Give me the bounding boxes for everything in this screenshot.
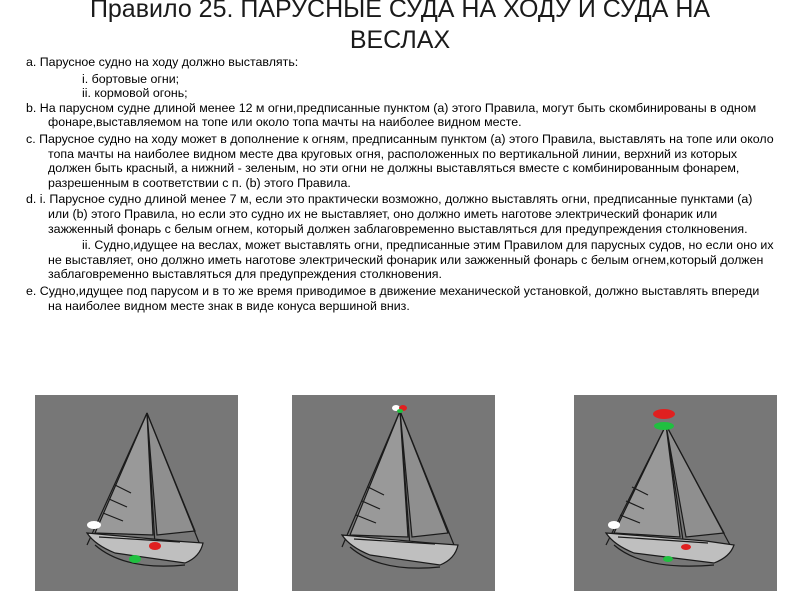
sailboat-combined-lantern-image — [292, 395, 495, 591]
red-side-light-icon — [681, 544, 691, 550]
red-side-light-icon — [149, 542, 161, 550]
paragraph-a-ii: ii. кормовой огонь; — [82, 86, 188, 101]
stern-light-icon — [608, 521, 620, 529]
combined-lantern-green-icon — [397, 409, 403, 413]
paragraph-b: b. На парусном судне длиной менее 12 м огни,предписанные пунктом (a) этого Правила, могут быть скомбинированы в одном фонаре,выставляемом на топе или около топа мачты на наиболее видном месте. — [26, 100, 757, 130]
paragraph-a-i: i. бортовые огни; — [82, 71, 180, 86]
sailboat-red-green-masthead-image — [574, 395, 777, 591]
paragraph-e: e. Судно,идущее под парусом и в то же время приводимое в движение механической установкой, должно выставлять впереди на наиболее видном месте знак в виде конуса вершиной вниз. — [26, 283, 760, 313]
green-all-round-light-icon — [654, 422, 674, 430]
green-side-light-icon — [129, 555, 141, 563]
stern-light-icon — [87, 521, 101, 529]
paragraph-d-ii: ii. Судно,идущее на веслах, может выставлять огни, предписанные этим Правилом для парусных судов, но если оно их не выставляет, оно должно иметь наготове электрический фонарик или зажженный фонарь с белым огнем,который должен заблаговременно выставляться для предупреждения столкновения. — [48, 238, 774, 282]
red-all-round-light-icon — [653, 409, 675, 419]
paragraph-c: c. Парусное судно на ходу может в дополнение к огням, предписанным пунктом (a) этого Правила, выставлять на топе или около топа мачты на наиболее видном месте два круговых огня, расположенных по вертикальной линии, верхний из которых должен быть красный, а нижний - зеленым, но эти огни не должны выставляться вместе с комбинированным фонарем, разрешенным в соответствии с п. (b) этого Правила. — [26, 131, 774, 190]
page-title: Правило 25. ПАРУСНЫЕ СУДА НА ХОДУ И СУДА НА ВЕСЛАХ — [89, 0, 711, 54]
sailboat-side-lights-image — [35, 395, 238, 591]
rule-text — [26, 55, 776, 315]
paragraph-a: a. Парусное судно на ходу должно выставлять: — [26, 55, 299, 69]
paragraph-d-i: d. i. Парусное судно длиной менее 7 м, если это практически возможно, должно выставлять огни, предписанные пунктами (a) или (b) этого Правила, но если это судно их не выставляет, оно должно иметь наготове электрический фонарик или зажженный фонарь с белым огнем, который должен заблаговременно выставляться для предупреждения столкновения. — [26, 192, 753, 236]
green-side-light-icon — [663, 556, 673, 562]
